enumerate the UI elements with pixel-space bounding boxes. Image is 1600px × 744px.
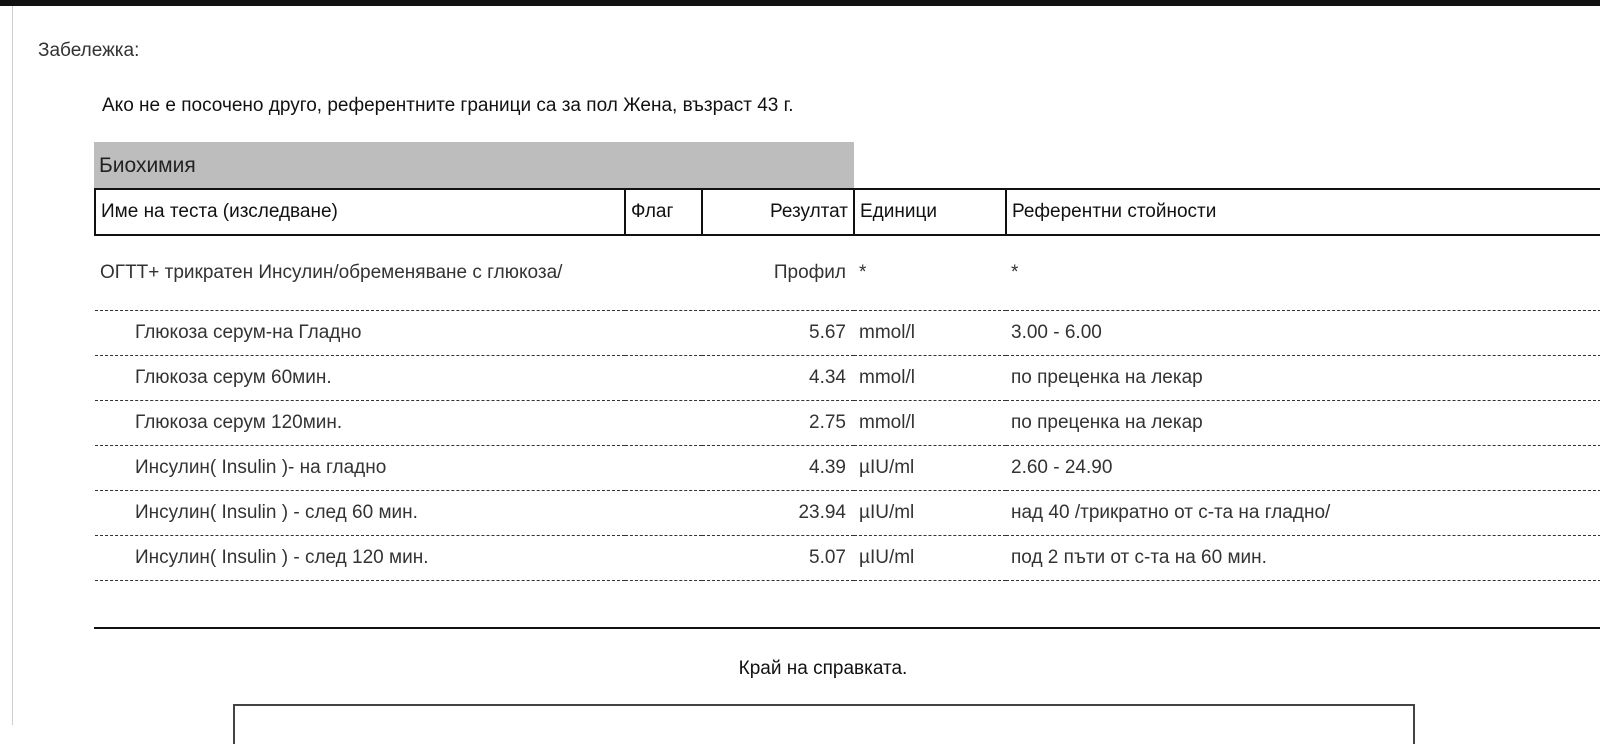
test-name: Глюкоза серум 60мин. xyxy=(95,356,625,401)
test-flag xyxy=(625,311,702,356)
test-units: µIU/ml xyxy=(854,536,1006,581)
test-name: Инсулин( Insulin ) - след 60 мин. xyxy=(95,491,625,536)
test-units: mmol/l xyxy=(854,401,1006,446)
table-header-row xyxy=(95,189,1600,235)
table-row xyxy=(95,491,1600,536)
test-units: mmol/l xyxy=(854,311,1006,356)
test-flag xyxy=(625,536,702,581)
table-row xyxy=(95,446,1600,491)
reference-note: Ако не е посочено друго, референтните граници са за пол Жена, възраст 43 г. xyxy=(102,95,794,116)
test-result: 4.34 xyxy=(702,356,854,401)
test-reference: по преценка на лекар xyxy=(1006,401,1600,446)
test-result: 23.94 xyxy=(702,491,854,536)
test-flag xyxy=(625,401,702,446)
test-flag xyxy=(625,235,702,311)
header-test-name: Име на теста (изследване) xyxy=(95,189,625,235)
table-row xyxy=(95,401,1600,446)
header-reference: Референтни стойности xyxy=(1006,189,1600,235)
test-units: mmol/l xyxy=(854,356,1006,401)
table-row xyxy=(95,311,1600,356)
test-result: 5.67 xyxy=(702,311,854,356)
test-reference: по преценка на лекар xyxy=(1006,356,1600,401)
note-label: Забележка: xyxy=(38,40,140,61)
test-reference: над 40 /трикратно от с-та на гладно/ xyxy=(1006,491,1600,536)
test-flag xyxy=(625,446,702,491)
end-divider xyxy=(94,627,1600,629)
test-flag xyxy=(625,491,702,536)
test-result: Профил xyxy=(702,235,854,311)
results-table xyxy=(94,188,1600,581)
test-result: 4.39 xyxy=(702,446,854,491)
left-border xyxy=(12,6,13,725)
signature-box xyxy=(233,704,1415,744)
test-units: * xyxy=(854,235,1006,311)
header-result: Резултат xyxy=(702,189,854,235)
test-reference: под 2 пъти от с-та на 60 мин. xyxy=(1006,536,1600,581)
test-result: 2.75 xyxy=(702,401,854,446)
test-units: µIU/ml xyxy=(854,446,1006,491)
header-flag: Флаг xyxy=(625,189,702,235)
test-name: ОГТТ+ трикратен Инсулин/обременяване с глюкоза/ xyxy=(95,235,625,311)
test-name: Глюкоза серум 120мин. xyxy=(95,401,625,446)
test-units: µIU/ml xyxy=(854,491,1006,536)
test-reference: 3.00 - 6.00 xyxy=(1006,311,1600,356)
header-units: Единици xyxy=(854,189,1006,235)
test-reference: 2.60 - 24.90 xyxy=(1006,446,1600,491)
top-border xyxy=(0,0,1600,6)
end-of-report-text: Край на справката. xyxy=(738,658,908,679)
profile-row xyxy=(95,235,1600,311)
table-row xyxy=(95,356,1600,401)
test-result: 5.07 xyxy=(702,536,854,581)
test-name: Инсулин( Insulin ) - след 120 мин. xyxy=(95,536,625,581)
section-title: Биохимия xyxy=(94,142,854,188)
test-name: Инсулин( Insulin )- на гладно xyxy=(95,446,625,491)
test-flag xyxy=(625,356,702,401)
table-row xyxy=(95,536,1600,581)
test-reference: * xyxy=(1006,235,1600,311)
test-name: Глюкоза серум-на Гладно xyxy=(95,311,625,356)
